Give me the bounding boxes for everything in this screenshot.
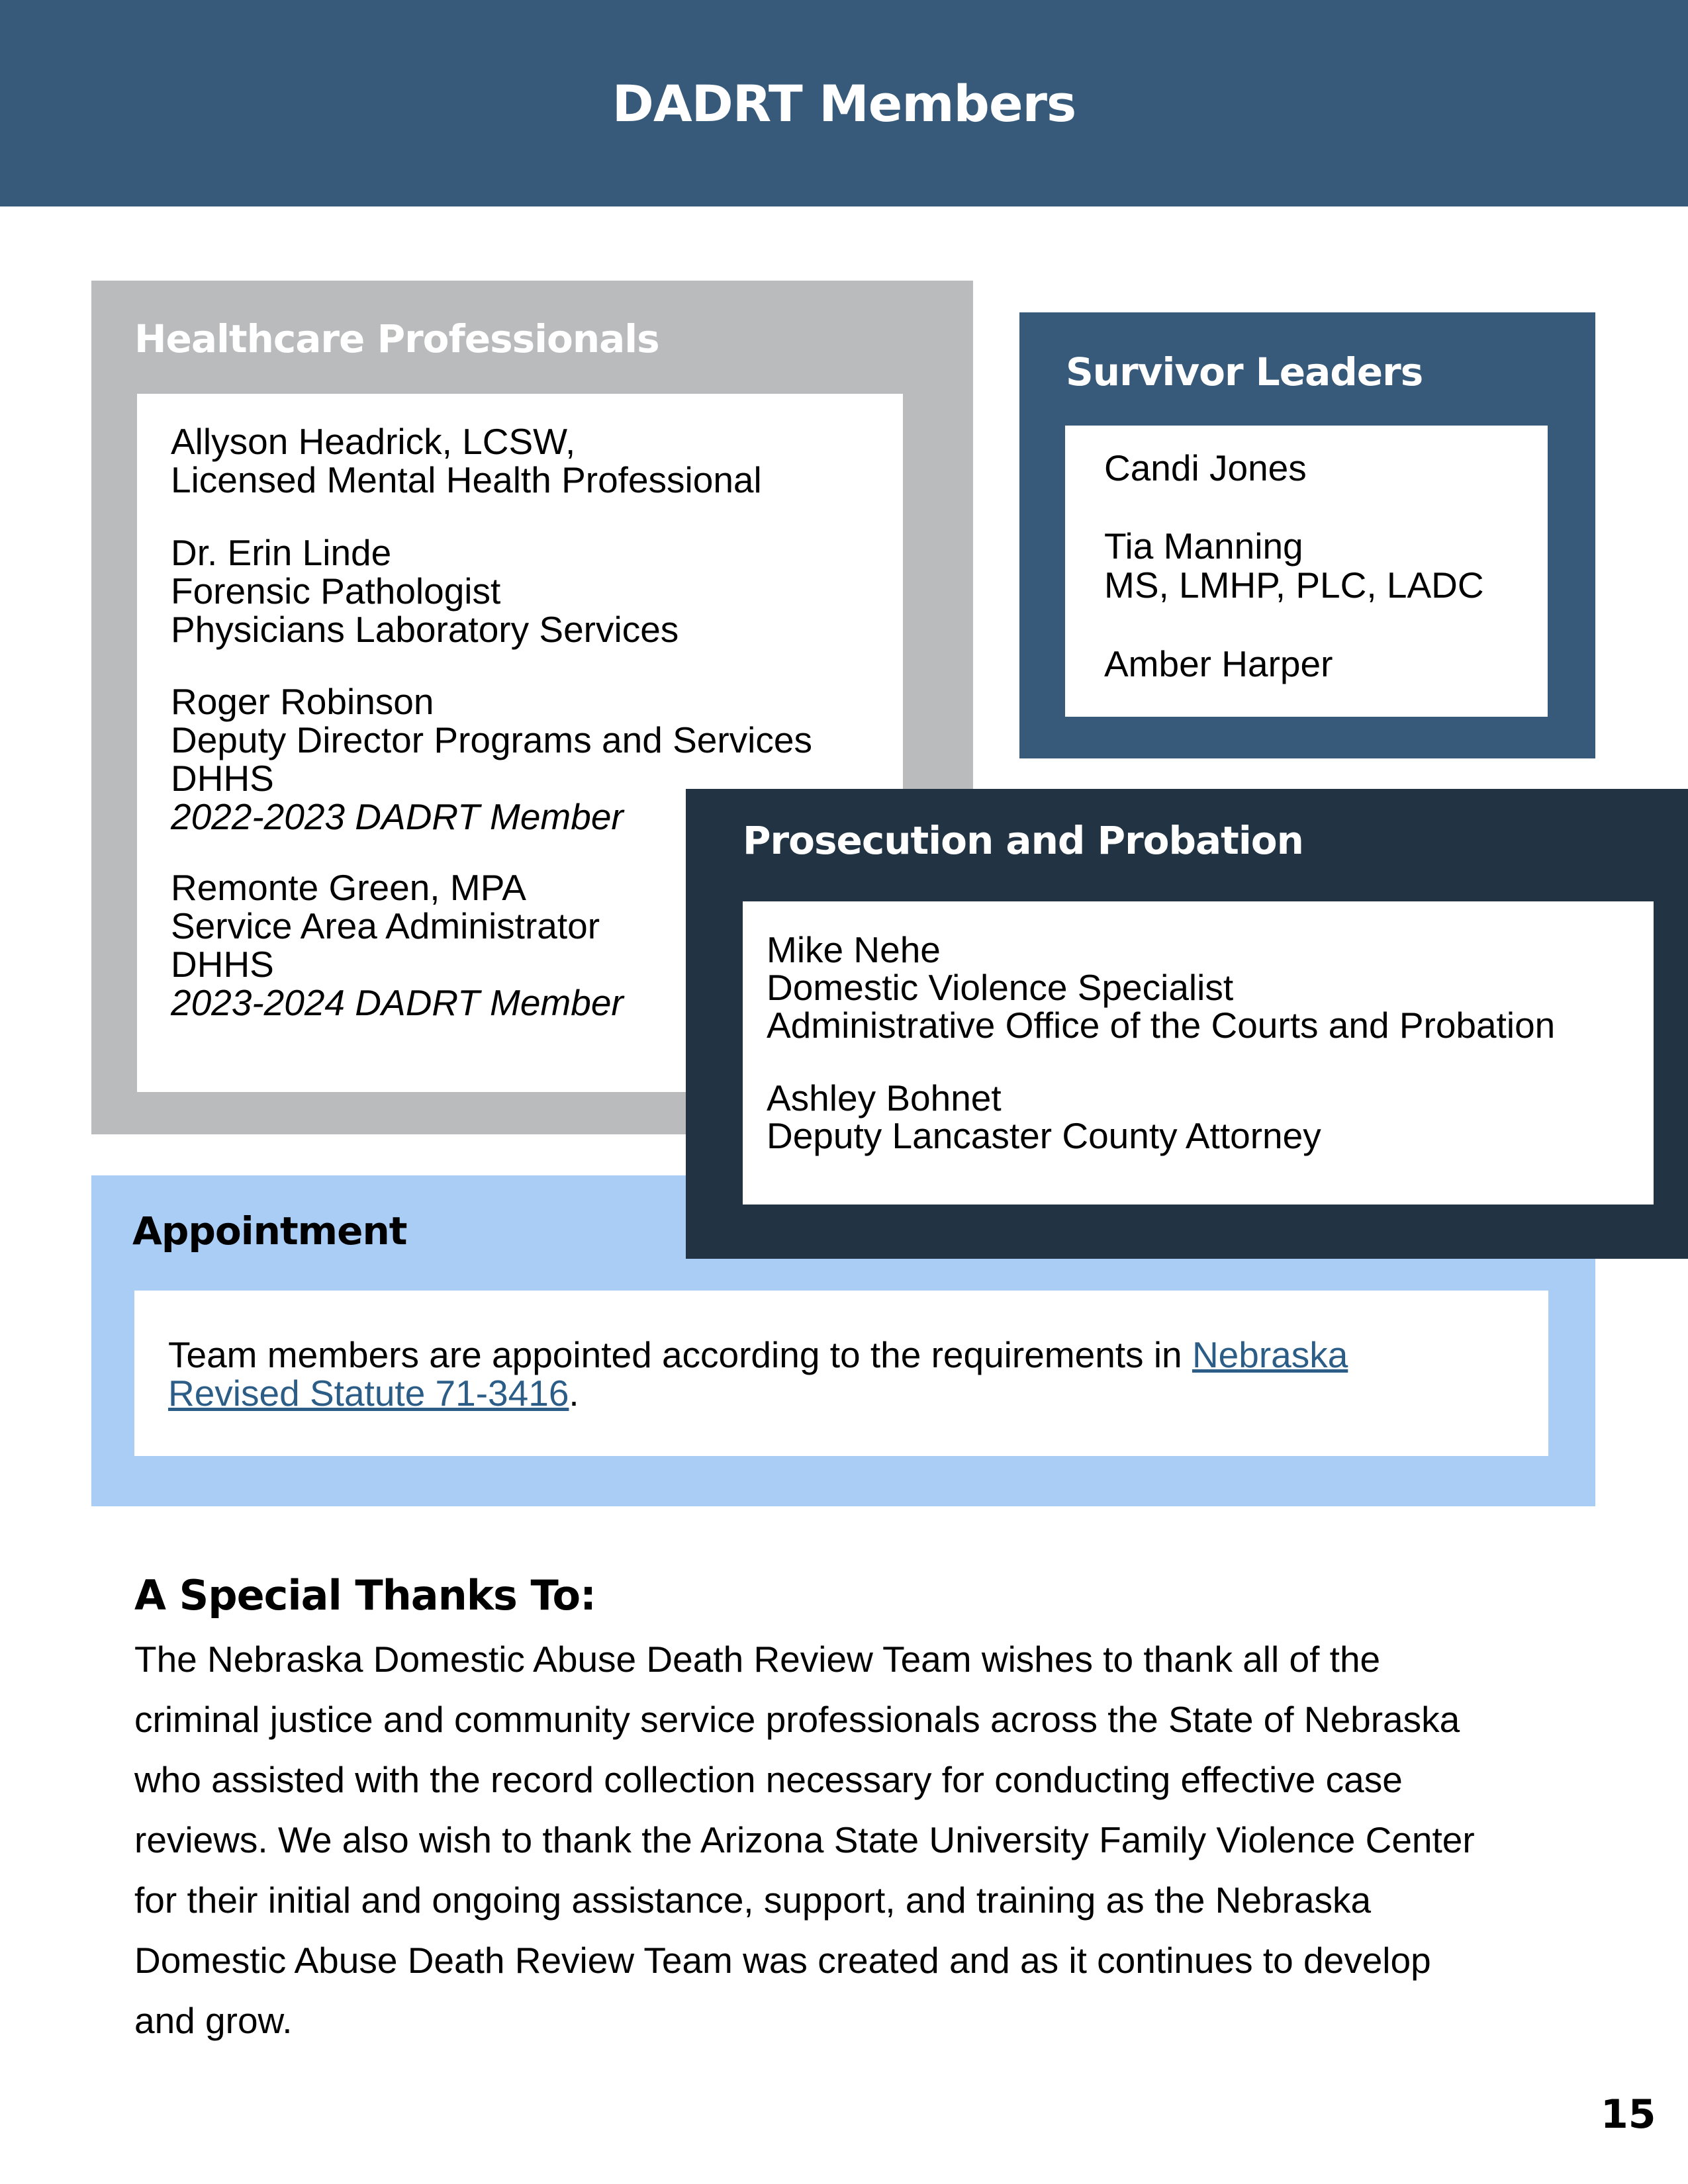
member-line: Forensic Pathologist (171, 570, 501, 612)
page-header (0, 0, 1688, 206)
thanks-body (134, 1629, 1604, 2051)
statute-link[interactable]: Revised Statute 71-3416 (168, 1373, 569, 1414)
thanks-title: A Special Thanks To: (134, 1571, 596, 1619)
member-entry (171, 533, 679, 649)
member-line: Physicians Laboratory Services (171, 609, 679, 650)
member-entry (1104, 449, 1307, 488)
statute-link[interactable]: Nebraska (1192, 1334, 1348, 1375)
member-line: Candi Jones (1104, 447, 1307, 488)
member-line: Domestic Violence Specialist (767, 967, 1234, 1008)
member-entry (767, 931, 1555, 1044)
member-entry (1104, 527, 1484, 605)
thanks-line: criminal justice and community service professionals across the State of Nebraska (134, 1699, 1460, 1740)
page-number: 15 (1601, 2091, 1656, 2138)
healthcare-title: Healthcare Professionals (134, 316, 659, 361)
thanks-line: who assisted with the record collection necessary for conducting effective case (134, 1759, 1403, 1800)
member-entry (171, 868, 624, 1022)
member-line: Ashley Bohnet (767, 1077, 1002, 1118)
member-line: Deputy Director Programs and Services (171, 719, 812, 760)
member-entry (171, 422, 762, 499)
appointment-text (168, 1336, 1348, 1412)
thanks-line: reviews. We also wish to thank the Arizona State University Family Violence Center (134, 1819, 1475, 1860)
member-line: Roger Robinson (171, 681, 434, 722)
member-line: Licensed Mental Health Professional (171, 459, 762, 500)
member-line: Service Area Administrator (171, 905, 600, 946)
member-line: Mike Nehe (767, 929, 941, 970)
member-line: Allyson Headrick, LCSW, (171, 421, 576, 462)
page-title: DADRT Members (612, 73, 1076, 133)
member-line: Amber Harper (1104, 643, 1333, 684)
member-line: MS, LMHP, PLC, LADC (1104, 565, 1484, 606)
member-line: DHHS (171, 758, 274, 799)
member-term: 2022-2023 DADRT Member (171, 796, 624, 837)
member-line: Administrative Office of the Courts and Probation (767, 1005, 1556, 1046)
member-line: Remonte Green, MPA (171, 867, 526, 908)
member-line: Tia Manning (1104, 525, 1303, 567)
thanks-line: The Nebraska Domestic Abuse Death Review Team wishes to thank all of the (134, 1639, 1381, 1680)
appointment-text-after: . (569, 1373, 579, 1414)
member-line: DHHS (171, 944, 274, 985)
appointment-title: Appointment (132, 1208, 407, 1253)
prosecution-title: Prosecution and Probation (743, 818, 1303, 863)
appointment-text-before: Team members are appointed according to the requirements in (168, 1334, 1192, 1375)
thanks-line: and grow. (134, 2000, 293, 2041)
member-line: Dr. Erin Linde (171, 532, 392, 573)
member-entry (1104, 645, 1333, 684)
thanks-line: Domestic Abuse Death Review Team was created and as it continues to develop (134, 1940, 1431, 1981)
survivor-title: Survivor Leaders (1066, 349, 1423, 394)
member-term: 2023-2024 DADRT Member (171, 982, 624, 1023)
member-entry (767, 1079, 1321, 1155)
member-line: Deputy Lancaster County Attorney (767, 1115, 1321, 1156)
thanks-line: for their initial and ongoing assistance, support, and training as the Nebraska (134, 1880, 1372, 1921)
